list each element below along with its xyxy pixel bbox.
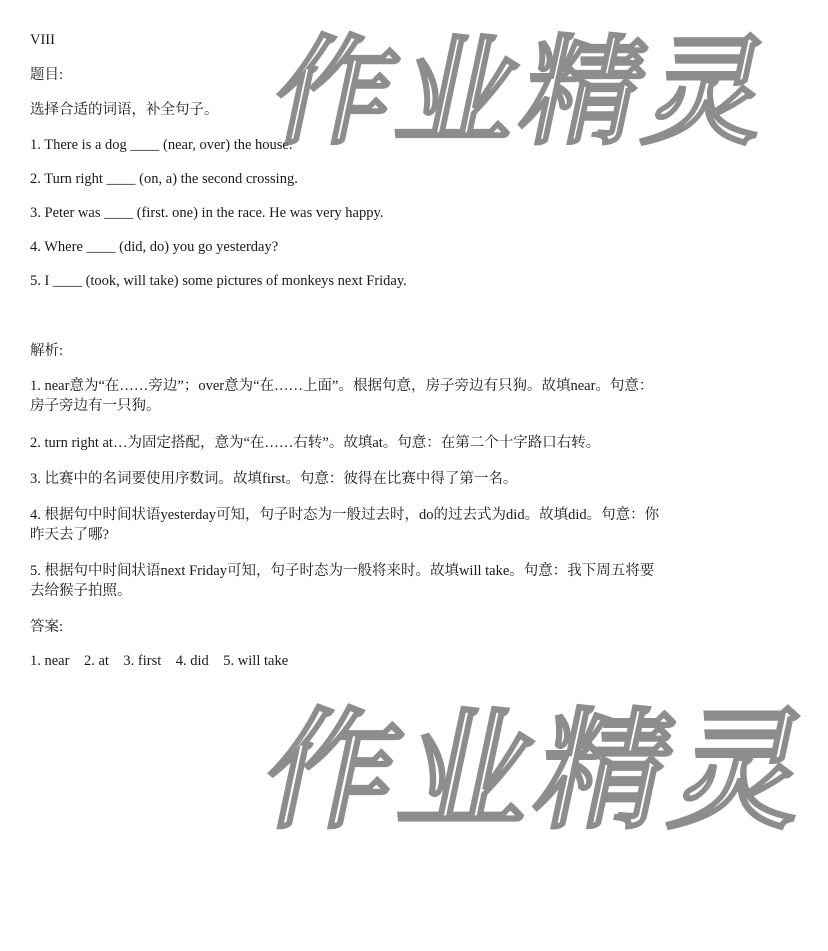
question-item-5: 5. I ____ (took, will take) some pictures of monkeys next Friday. — [30, 273, 407, 289]
question-item-3: 3. Peter was ____ (first. one) in the race. He was very happy. — [30, 205, 384, 221]
analysis-item-5: 5. 根据句中时间状语next Friday可知，句子时态为一般将来时。故填will take。句意：我下周五将要去给猴子拍照。 — [30, 563, 655, 599]
answer-list: 1. near 2. at 3. first 4. did 5. will take — [30, 653, 289, 669]
answer-heading: 答案: — [30, 619, 64, 635]
watermark-bottom: 作业精灵 — [251, 695, 828, 847]
question-item-4: 4. Where ____ (did, do) you go yesterday? — [30, 239, 279, 255]
analysis-item-4: 4. 根据句中时间状语yesterday可知，句子时态为一般过去时，do的过去式为did。故填did。句意：你昨天去了哪? — [30, 507, 660, 543]
analysis-item-2: 2. turn right at…为固定搭配，意为“在……右转”。故填at。句意：在第二个十字路口右转。 — [30, 435, 601, 451]
instruction-text: 选择合适的词语，补全句子。 — [30, 102, 219, 118]
section-number: VIII — [30, 32, 55, 48]
question-item-1: 1. There is a dog ____ (near, over) the house. — [30, 137, 293, 153]
question-item-2: 2. Turn right ____ (on, a) the second crossing. — [30, 171, 298, 187]
analysis-item-3: 3. 比赛中的名词要使用序数词。故填first。句意：彼得在比赛中得了第一名。 — [30, 471, 518, 487]
watermark-top: 作业精灵 — [262, 23, 788, 161]
analysis-heading: 解析: — [30, 343, 64, 359]
question-heading: 题目: — [30, 67, 64, 83]
analysis-item-1: 1. near意为“在……旁边”；over意为“在……上面”。根据句意，房子旁边有只狗。故填near。句意：房子旁边有一只狗。 — [30, 378, 654, 414]
